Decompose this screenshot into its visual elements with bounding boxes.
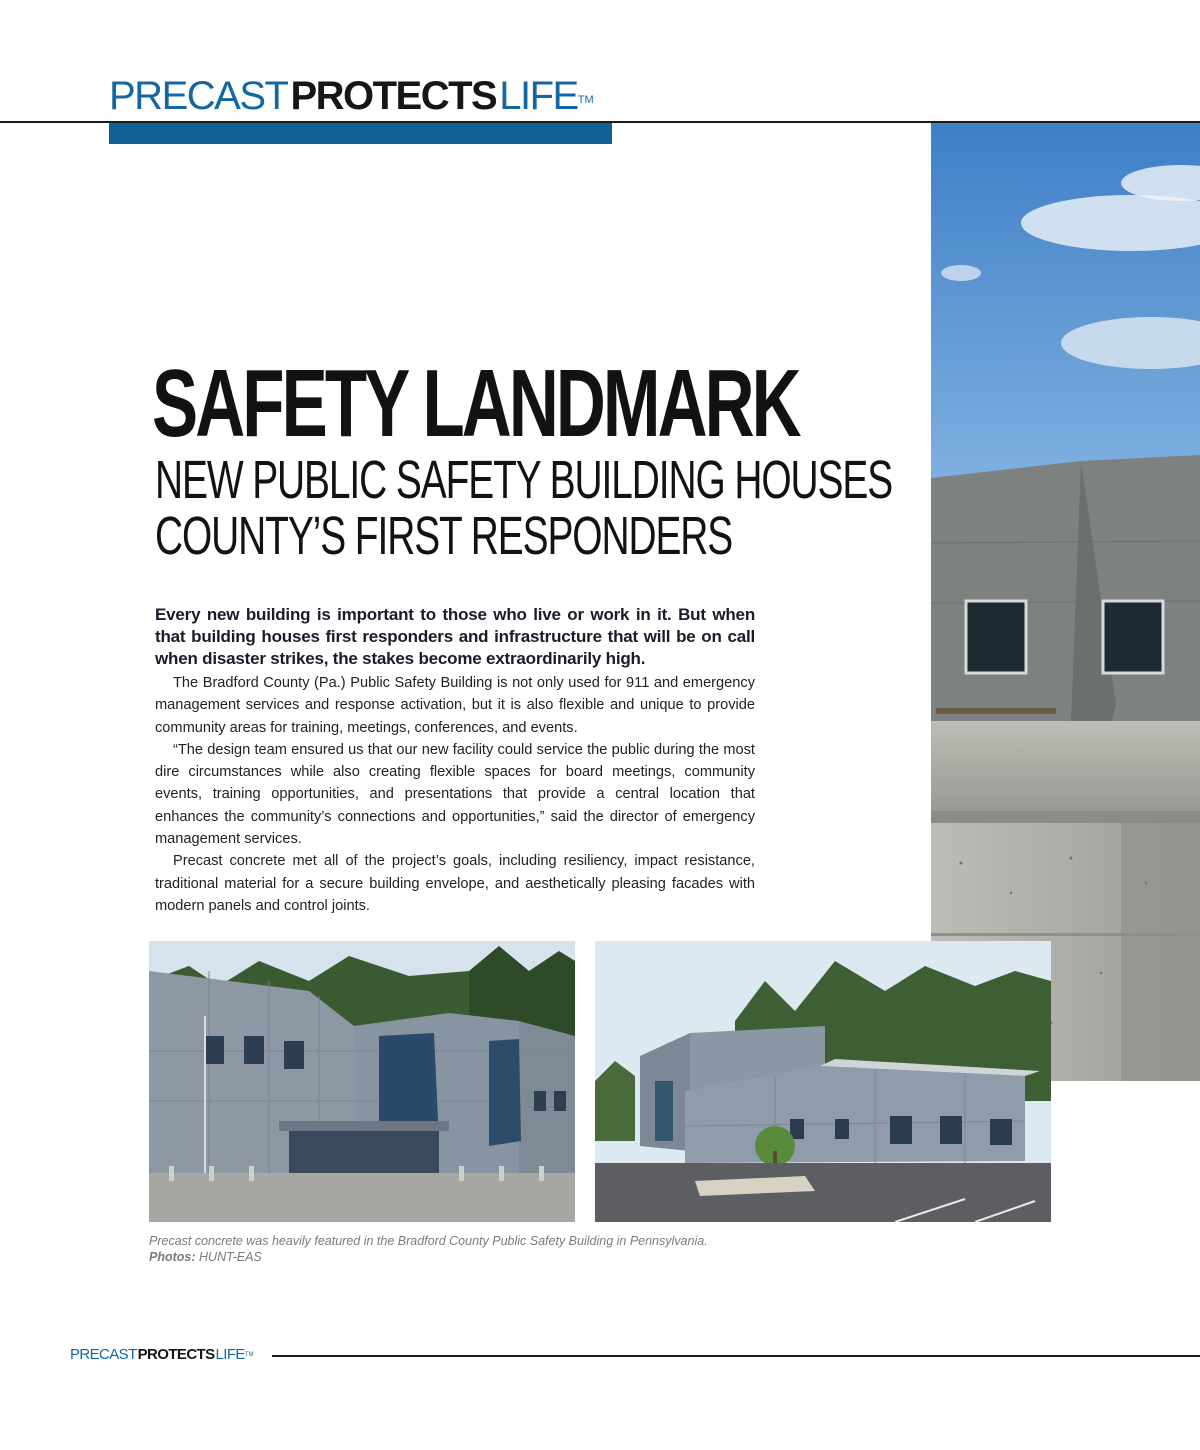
building-closeup-photo: [931, 123, 1200, 1081]
body-paragraph: The Bradford County (Pa.) Public Safety Building is not only used for 911 and emergency management services and response activation, but it is also flexible and unique to provide community areas for training, meetings, conferences, and events.: [155, 675, 755, 736]
caption-text: Precast concrete was heavily featured in the Bradford County Public Safety Building in Pennsylvania.: [149, 1234, 708, 1248]
header-accent-bar: [109, 123, 612, 144]
article-subtitle: [155, 450, 893, 566]
body-paragraph: Precast concrete met all of the project’s goals, including resiliency, impact resistance, traditional material for a secure building envelope, and aesthetically pleasing facades with modern panels and control joints.: [155, 853, 755, 914]
footer-logo-trademark: TM: [244, 1352, 254, 1358]
footer-rule: [272, 1355, 1200, 1357]
logo-trademark: TM: [577, 94, 594, 106]
subtitle-line-1: NEW PUBLIC SAFETY BUILDING HOUSES: [155, 450, 893, 510]
article-title: SAFETY LANDMARK: [152, 350, 799, 457]
subtitle-line-2: COUNTY’S FIRST RESPONDERS: [155, 506, 733, 566]
logo-word-protects: PROTECTS: [290, 74, 497, 118]
building-side-photo: [595, 941, 1051, 1222]
logo-word-life: LIFE: [499, 74, 578, 118]
article-lead: Every new building is important to those who live or work in it. But when that building houses first responders and infrastructure that will be on call when disaster strikes, the stakes become extraordinarily high.: [155, 605, 755, 668]
header-logo: [109, 74, 594, 118]
article-body: [155, 672, 755, 917]
footer-logo-word-life: LIFE: [215, 1346, 245, 1363]
footer-logo-word-protects: PROTECTS: [137, 1346, 215, 1363]
photo-credit-name: HUNT-EAS: [199, 1250, 262, 1264]
body-paragraph: “The design team ensured us that our new facility could service the public during the most dire circumstances while also creating flexible spaces for board meetings, community events, training opportunities, and presentations that provide a central location that enhances the community’s connections and opportunities,” said the director of emergency management services.: [155, 741, 755, 848]
photo-caption: [149, 1233, 949, 1265]
photo-credit-label: Photos:: [149, 1250, 196, 1264]
logo-word-precast: PRECAST: [109, 74, 288, 118]
photo-credit: [149, 1249, 949, 1265]
footer-logo: [70, 1346, 253, 1364]
footer-logo-word-precast: PRECAST: [70, 1346, 137, 1363]
building-entrance-photo: [149, 941, 575, 1222]
